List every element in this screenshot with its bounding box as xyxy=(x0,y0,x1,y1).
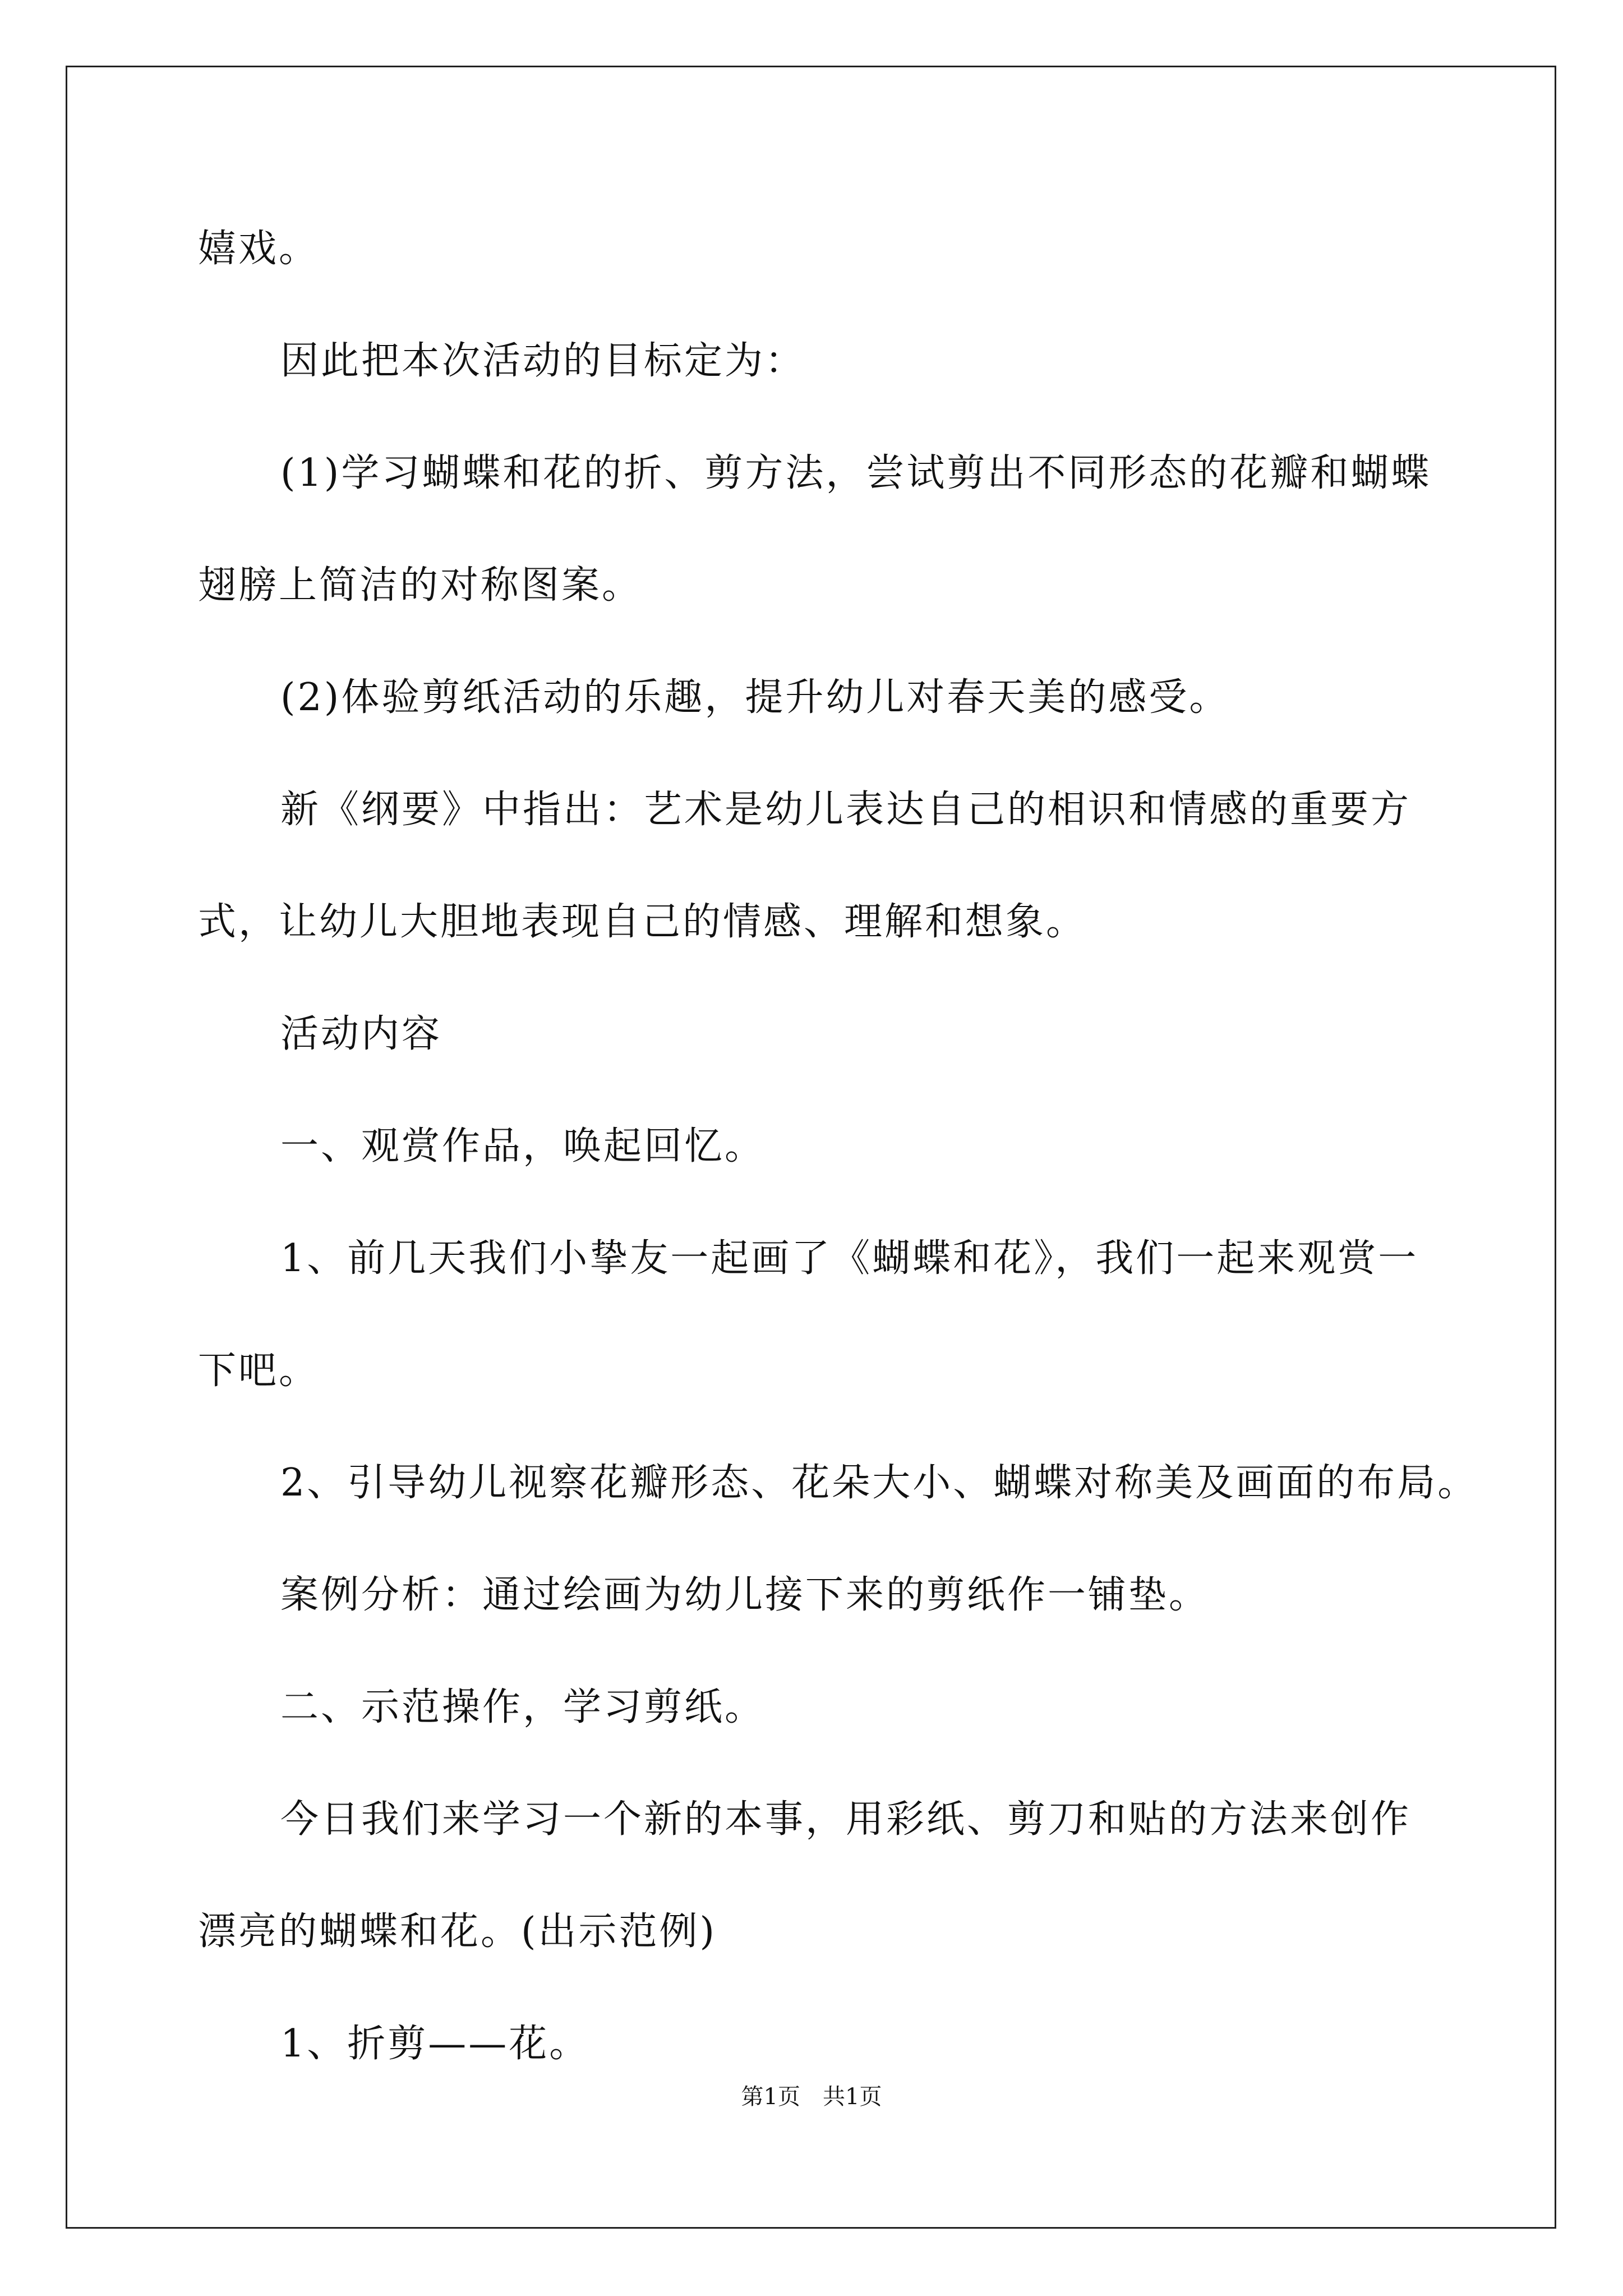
page-total: 共1页 xyxy=(823,2084,882,2110)
text-line: 式，让幼儿大胆地表现自己的情感、理解和想象。 xyxy=(198,900,1087,944)
text-line: 案例分析：通过绘画为幼儿接下来的剪纸作一铺垫。 xyxy=(280,1573,1210,1617)
section-heading: 一、观赏作品，唤起回忆。 xyxy=(280,1124,766,1168)
page-number: 第1页 xyxy=(741,2084,800,2110)
text-line: 2、引导幼儿视察花瓣形态、花朵大小、蝴蝶对称美及画面的布局。 xyxy=(280,1461,1478,1505)
text-line: 下吧。 xyxy=(198,1349,320,1393)
section-heading: 活动内容 xyxy=(280,1012,442,1056)
text-line: (2)体验剪纸活动的乐趣，提升幼儿对春天美的感受。 xyxy=(280,675,1230,720)
page-footer xyxy=(0,2086,1623,2108)
text-line: 因此把本次活动的目标定为： xyxy=(280,339,806,383)
text-line: 1、前几天我们小挚友一起画了《蝴蝶和花》，我们一起来观赏一 xyxy=(280,1236,1419,1281)
text-line: 1、折剪——花。 xyxy=(280,2022,590,2066)
text-line: (1)学习蝴蝶和花的折、剪方法，尝试剪出不同形态的花瓣和蝴蝶 xyxy=(280,451,1432,495)
text-line: 嬉戏。 xyxy=(198,227,320,271)
section-heading: 二、示范操作，学习剪纸。 xyxy=(280,1685,766,1729)
text-line: 翅膀上简洁的对称图案。 xyxy=(198,563,643,608)
text-line: 漂亮的蝴蝶和花。(出示范例) xyxy=(198,1910,717,1954)
text-line: 今日我们来学习一个新的本事，用彩纸、剪刀和贴的方法来创作 xyxy=(280,1797,1412,1842)
text-line: 新《纲要》中指出：艺术是幼儿表达自己的相识和情感的重要方 xyxy=(280,788,1412,832)
